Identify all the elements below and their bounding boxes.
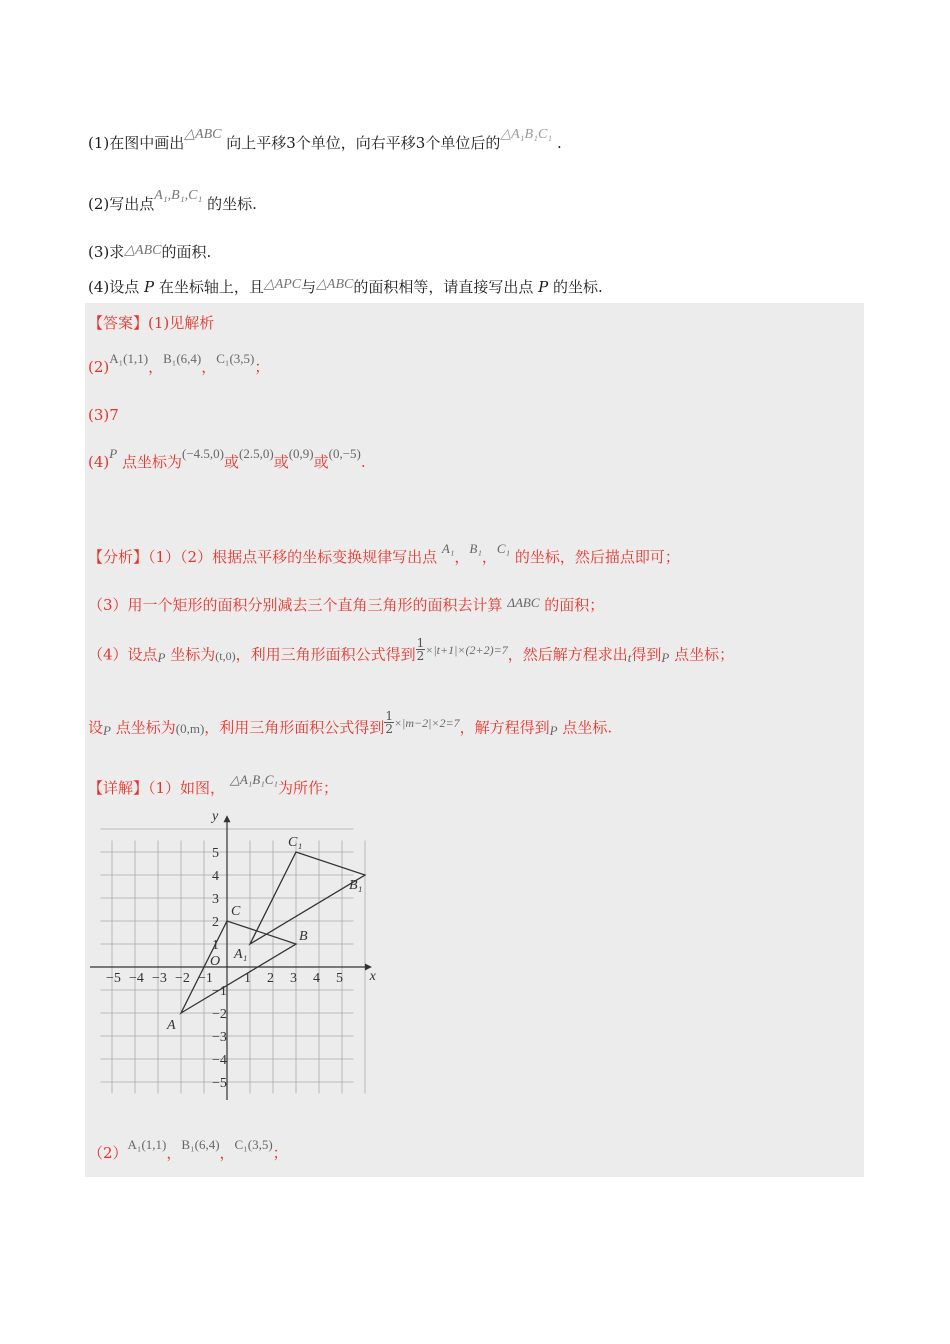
comma: ， (201, 358, 217, 376)
x-tick-label: 2 (267, 971, 274, 986)
point-label-a: A (167, 1018, 176, 1033)
analysis-4-p2: P (549, 722, 558, 738)
q4-mid1: 在坐标轴上，且 (158, 278, 264, 296)
answer-2-b1: B₁(6,4) (163, 351, 202, 366)
x-tick-label: −2 (175, 971, 190, 986)
analysis-3-f: 点坐标； (674, 645, 735, 664)
analysis-2-end: 的面积； (544, 596, 605, 614)
x-tick-label: −5 (106, 971, 121, 986)
or: 或 (224, 453, 240, 471)
answer-2-prefix: (2) (88, 358, 110, 376)
analysis-3-p: P (157, 649, 166, 665)
comma: ， (481, 548, 497, 566)
question-1 (88, 127, 562, 153)
x-tick-label: −1 (198, 971, 213, 986)
q4-mid3: 的面积相等，请直接写出点 (353, 278, 534, 296)
q4-p: P (144, 278, 155, 296)
analysis-4-equation: ×|m−2|×2=7 (393, 715, 460, 730)
y-tick-label: −2 (212, 1007, 227, 1022)
comma: ， (148, 358, 164, 376)
y-tick-label: 4 (212, 869, 219, 884)
comma: ， (219, 1144, 235, 1162)
analysis-line-2 (88, 594, 604, 615)
y-tick-label: −3 (212, 1030, 227, 1045)
analysis-4-b: 点坐标为 (115, 718, 176, 737)
q4-triangle1: △APC (263, 277, 302, 292)
analysis-4-a: 设 (88, 718, 104, 737)
analysis-2-text: （3）用一个矩形的面积分别减去三个直角三角形的面积去计算 (88, 596, 503, 614)
fraction-num: 1 (416, 636, 425, 650)
y-tick-label: 5 (212, 846, 219, 861)
semicolon: ； (272, 1144, 288, 1162)
x-tick-label: 1 (244, 971, 251, 986)
x-axis-label: x (369, 969, 376, 984)
fraction-den: 2 (385, 722, 393, 736)
analysis-3-equation: ×|t+1|×(2+2)=7 (425, 642, 508, 657)
analysis-3-t: t (627, 649, 632, 665)
q4-prefix: (4)设点 (88, 278, 140, 296)
analysis-heading: 【分析】 (88, 548, 149, 566)
y-tick-label: 2 (212, 915, 219, 930)
q1-end: . (556, 134, 562, 152)
detail-heading: 【详解】 (88, 779, 149, 797)
answer-4-mid: 点坐标为 (121, 453, 182, 471)
y-tick-label: −1 (212, 984, 227, 999)
analysis-1-text: （1）（2）根据点平移的坐标变换规律写出点 (148, 548, 438, 566)
q4-p2: P (538, 278, 549, 296)
analysis-4-coord: (0,m) (175, 720, 205, 736)
coordinate-graph (90, 810, 380, 1100)
point-label-c1: C₁ (288, 835, 303, 850)
analysis-4-p: P (103, 722, 111, 738)
axes (90, 815, 372, 1100)
point-label-b1: B₁ (349, 878, 363, 893)
point-label-a1: A₁ (234, 947, 248, 962)
or: 或 (273, 453, 289, 471)
analysis-3-c: ，利用三角形面积公式得到 (235, 645, 416, 664)
answer-line-4 (88, 446, 366, 472)
analysis-1-c1: C₁ (496, 541, 511, 556)
detail-2-b1: B₁(6,4) (181, 1137, 220, 1152)
x-tick-label: 3 (290, 971, 297, 986)
x-tick-label: −4 (129, 971, 144, 986)
q2-prefix: (2)写出点 (88, 195, 155, 213)
q4-triangle2: △ABC (316, 277, 354, 292)
origin-label: O (210, 954, 221, 969)
analysis-1-end: 的坐标，然后描点即可； (514, 548, 680, 566)
q1-triangle2: △A₁B₁C₁ (500, 127, 553, 142)
analysis-3-d: ，然后解方程求出 (507, 645, 628, 664)
detail-1-triangle: △A₁B₁C₁ (229, 772, 278, 787)
x-tick-label: −3 (152, 971, 167, 986)
analysis-4-d: ，解方程得到 (459, 718, 550, 737)
y-tick-label: −5 (212, 1076, 227, 1091)
analysis-3-fraction (416, 637, 426, 662)
detail-line-2 (88, 1137, 288, 1163)
fraction-num: 1 (385, 709, 393, 723)
answer-4-v1: (−4.5,0) (182, 446, 224, 461)
analysis-2-triangle: ΔABC (507, 595, 540, 610)
q1-triangle: △ABC (184, 127, 222, 142)
x-tick-label: 4 (313, 971, 320, 986)
y-tick-label: −4 (212, 1053, 227, 1068)
detail-1-end: 为所作； (277, 779, 338, 797)
detail-2-prefix: （2） (88, 1144, 128, 1162)
q1-mid: 向上平移3个单位，向右平移3个单位后的 (226, 134, 501, 152)
answer-4-v4: (0,−5) (328, 446, 361, 461)
q1-prefix: (1)在图中画出 (88, 134, 185, 152)
analysis-4-c: ，利用三角形面积公式得到 (204, 718, 385, 737)
answer-4-prefix: (4) (88, 453, 110, 471)
detail-2-c1: C₁(3,5) (234, 1137, 273, 1152)
period: . (360, 453, 366, 471)
q3-triangle: △ABC (124, 243, 162, 258)
analysis-1-a1: A₁ (441, 541, 455, 556)
answer-2-a1: A₁(1,1) (109, 351, 149, 366)
answer-4-p: P (109, 446, 118, 461)
answer-line-2 (88, 351, 270, 377)
detail-1-text: （1）如图， (148, 779, 226, 797)
analysis-line-3 (88, 636, 735, 668)
y-axis-arrow (224, 815, 231, 822)
detail-2-a1: A₁(1,1) (127, 1137, 167, 1152)
analysis-3-p2: P (661, 649, 670, 665)
question-2 (88, 188, 257, 214)
answer-line-3 (88, 406, 119, 424)
q3-end: 的面积. (161, 243, 212, 261)
y-tick-label: 3 (212, 892, 219, 907)
answer-3: (3)7 (88, 406, 119, 424)
analysis-3-b: 坐标为 (170, 645, 216, 664)
question-4 (88, 276, 603, 297)
analysis-3-a: （4）设点 (88, 645, 158, 664)
comma: ， (454, 548, 470, 566)
point-label-c: C (231, 904, 241, 919)
point-label-b: B (299, 929, 308, 944)
analysis-line-1 (88, 541, 680, 567)
analysis-1-b1: B₁ (469, 541, 482, 556)
or: 或 (313, 453, 329, 471)
detail-line-1 (88, 772, 338, 798)
analysis-line-4 (88, 709, 613, 741)
x-tick-label: 5 (336, 971, 343, 986)
analysis-4-e: 点坐标. (562, 718, 613, 737)
answer-4-v3: (0,9) (288, 446, 314, 461)
analysis-3-coord: (t,0) (215, 648, 236, 663)
fraction-den: 2 (416, 649, 425, 663)
answer-heading: 【答案】 (88, 314, 149, 332)
q4-mid2: 与 (301, 278, 317, 296)
question-3 (88, 241, 211, 262)
answer-4-v2: (2.5,0) (239, 446, 274, 461)
q2-points: A₁,B₁,C₁ (154, 188, 203, 203)
q4-end: 的坐标. (553, 278, 603, 296)
analysis-3-e: 得到 (631, 645, 662, 664)
answer-1: (1)见解析 (148, 314, 215, 332)
y-tick-label: 1 (212, 938, 219, 953)
answer-line-1 (88, 312, 214, 333)
analysis-4-fraction (384, 710, 394, 735)
q2-end: 的坐标. (207, 195, 257, 213)
comma: ， (166, 1144, 182, 1162)
semicolon: ； (254, 358, 270, 376)
y-axis-label: y (212, 810, 219, 824)
q3-prefix: (3)求 (88, 243, 125, 261)
grid (101, 829, 366, 1094)
answer-2-c1: C₁(3,5) (216, 351, 255, 366)
